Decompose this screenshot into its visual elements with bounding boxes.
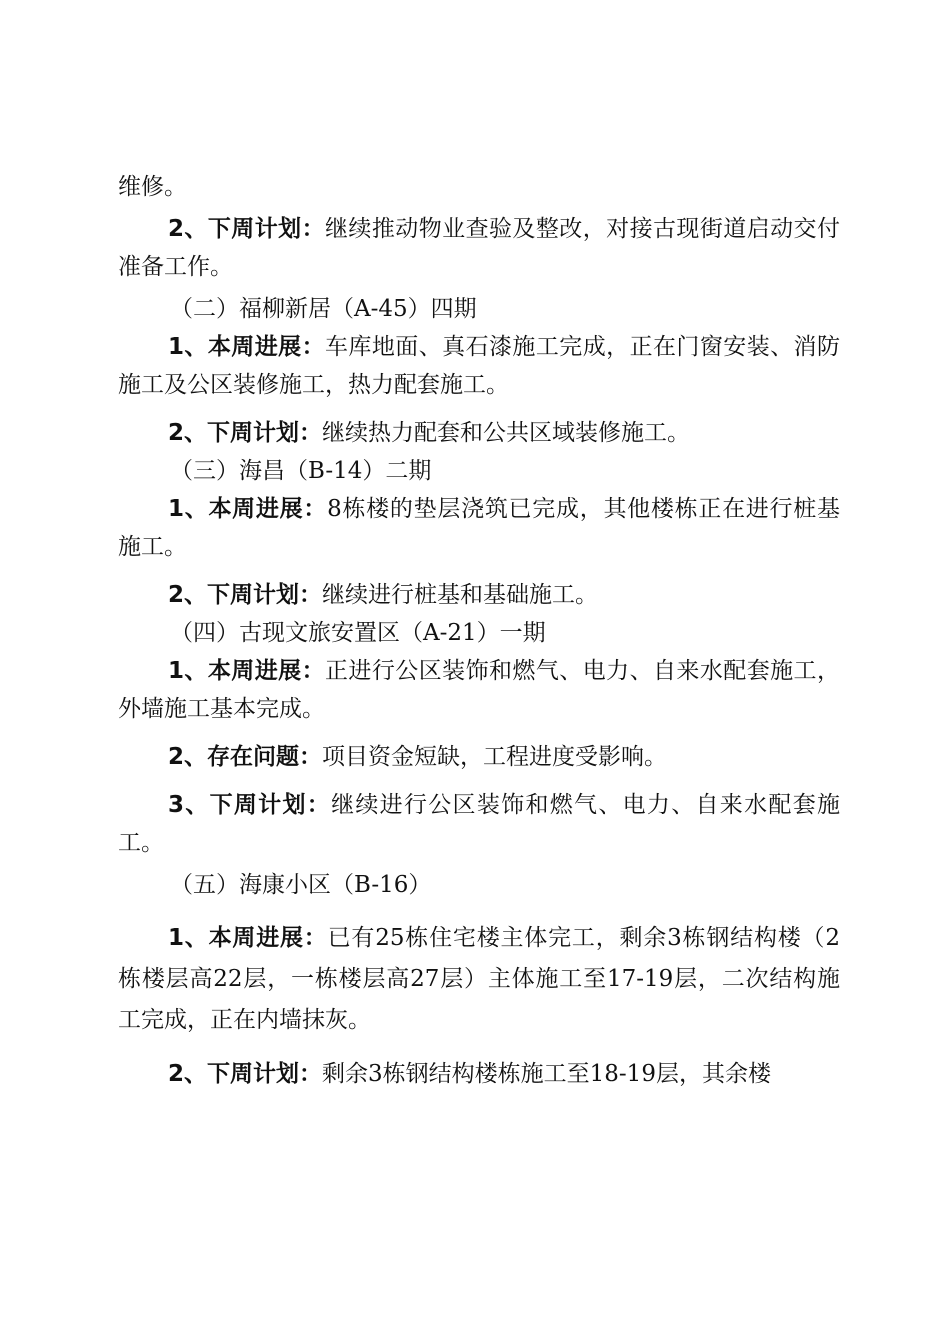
paragraph-text: 已有25栋住宅楼主体完工，剩余3栋钢结构楼（2栋楼层高22层，一栋楼层高27层）主体施工至17-19层，二次结构施工完成，正在内墙抹灰。 [118, 925, 840, 1033]
paragraph-text: 继续推动物业查验及整改，对接古现街道启动交付准备工作。 [118, 216, 840, 280]
paragraph-text: 项目资金短缺，工程进度受影响。 [322, 744, 668, 770]
paragraph-label: 2、下周计划： [168, 216, 325, 242]
paragraph-weekly-progress [118, 652, 840, 728]
paragraph-text: 8栋楼的垫层浇筑已完成，其他楼栋正在进行桩基施工。 [118, 496, 840, 560]
paragraph-text: 车库地面、真石漆施工完成，正在门窗安装、消防施工及公区装修施工，热力配套施工。 [118, 334, 840, 398]
paragraph-label: 1、本周进展： [168, 334, 325, 360]
paragraph-next-week-plan [118, 786, 840, 862]
paragraph-text: 继续进行桩基和基础施工。 [322, 582, 599, 608]
paragraph-label: 1、本周进展： [168, 658, 325, 684]
paragraph-text: 继续进行公区装饰和燃气、电力、自来水配套施工。 [118, 792, 840, 856]
paragraph-next-week-plan [118, 1055, 840, 1093]
document-body [118, 168, 840, 1093]
section-heading-text: （四）古现文旅安置区（A-21）一期 [170, 620, 546, 646]
paragraph-text: 剩余3栋钢结构楼栋施工至18-19层，其余楼 [322, 1061, 771, 1087]
section-heading-text: （五）海康小区（B-16） [170, 872, 432, 898]
paragraph-label: 2、存在问题： [168, 744, 323, 770]
paragraph-next-week-plan [118, 414, 840, 452]
paragraph-text: 维修。 [118, 174, 187, 200]
paragraph-weekly-progress [118, 490, 840, 566]
section-heading-fuliu [118, 290, 840, 328]
paragraph-text: 正进行公区装饰和燃气、电力、自来水配套施工，外墙施工基本完成。 [118, 658, 840, 722]
paragraph-label: 3、下周计划： [168, 792, 332, 818]
paragraph-label: 1、本周进展： [168, 925, 328, 951]
paragraph-next-week-plan [118, 210, 840, 286]
section-heading-text: （三）海昌（B-14）二期 [170, 458, 432, 484]
paragraph-label: 1、本周进展： [168, 496, 328, 522]
paragraph-label: 2、下周计划： [168, 420, 323, 446]
paragraph-next-week-plan [118, 576, 840, 614]
section-heading-haichang [118, 452, 840, 490]
paragraph-label: 2、下周计划： [168, 1061, 323, 1087]
section-heading-haikang [118, 866, 840, 904]
paragraph-existing-issues [118, 738, 840, 776]
paragraph-weekly-progress [118, 918, 840, 1041]
paragraph-continuation [118, 168, 840, 206]
paragraph-text: 继续热力配套和公共区域装修施工。 [322, 420, 691, 446]
section-heading-guxian [118, 614, 840, 652]
section-heading-text: （二）福柳新居（A-45）四期 [170, 296, 477, 322]
paragraph-label: 2、下周计划： [168, 582, 323, 608]
paragraph-weekly-progress [118, 328, 840, 404]
